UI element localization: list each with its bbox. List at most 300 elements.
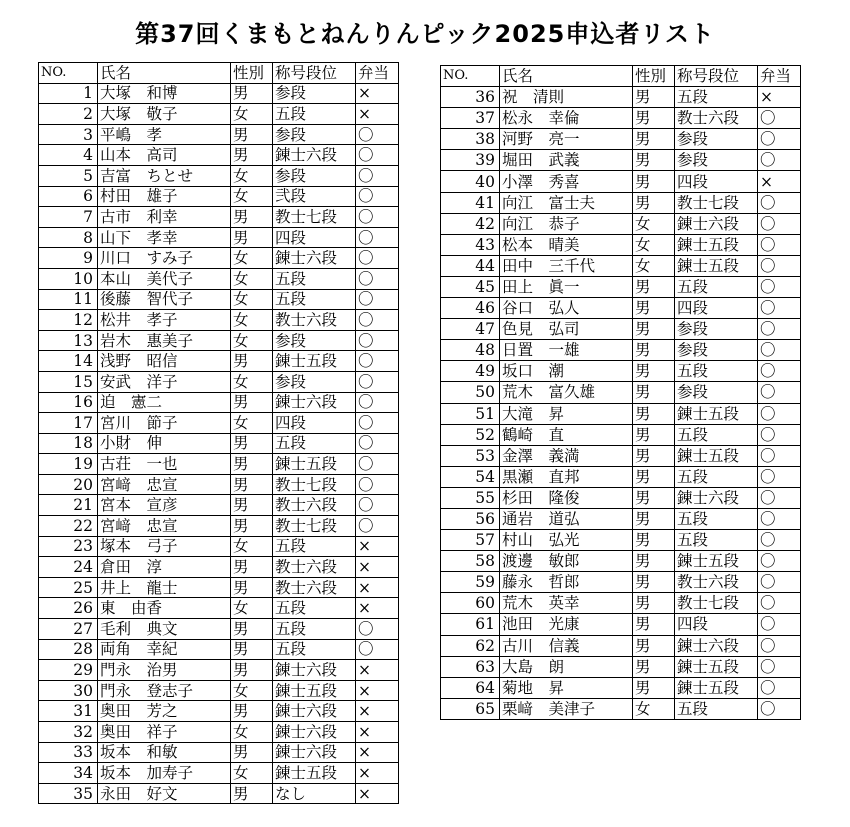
table-row bbox=[39, 83, 399, 104]
table-row bbox=[441, 87, 801, 108]
cell-name: 吉富 ちとせ bbox=[98, 165, 231, 186]
cell-name: 村山 弘光 bbox=[500, 530, 633, 551]
cell-name: 松井 孝子 bbox=[98, 310, 231, 331]
cell-no: 35 bbox=[39, 783, 98, 804]
cell-sex: 女 bbox=[231, 268, 273, 289]
cell-name: 奥田 芳之 bbox=[98, 701, 231, 722]
table-row bbox=[441, 213, 801, 234]
cell-name: 古川 信義 bbox=[500, 635, 633, 656]
table-row bbox=[441, 466, 801, 487]
cell-sex: 男 bbox=[633, 340, 675, 361]
cell-no: 37 bbox=[441, 108, 500, 129]
cell-sex: 男 bbox=[231, 660, 273, 681]
cell-sex: 女 bbox=[231, 680, 273, 701]
cell-bento: × bbox=[356, 763, 399, 784]
cell-no: 1 bbox=[39, 83, 98, 104]
cell-no: 56 bbox=[441, 508, 500, 529]
cell-name: 大滝 昇 bbox=[500, 403, 633, 424]
cell-no: 49 bbox=[441, 361, 500, 382]
table-row bbox=[441, 234, 801, 255]
cell-bento: 〇 bbox=[758, 298, 801, 319]
cell-sex: 男 bbox=[231, 433, 273, 454]
cell-sex: 女 bbox=[231, 186, 273, 207]
cell-bento: 〇 bbox=[356, 413, 399, 434]
cell-bento: 〇 bbox=[758, 129, 801, 150]
table-row bbox=[441, 445, 801, 466]
cell-no: 5 bbox=[39, 165, 98, 186]
cell-name: 村田 雄子 bbox=[98, 186, 231, 207]
cell-rank: 四段 bbox=[675, 614, 758, 635]
table-row bbox=[39, 742, 399, 763]
cell-bento: 〇 bbox=[356, 392, 399, 413]
cell-rank: 参段 bbox=[273, 83, 356, 104]
table-row bbox=[39, 310, 399, 331]
cell-sex: 女 bbox=[231, 722, 273, 743]
table-row bbox=[39, 474, 399, 495]
cell-rank: 教士六段 bbox=[675, 572, 758, 593]
cell-sex: 男 bbox=[633, 319, 675, 340]
cell-sex: 男 bbox=[633, 298, 675, 319]
cell-rank: 教士六段 bbox=[273, 557, 356, 578]
cell-sex: 男 bbox=[633, 129, 675, 150]
cell-bento: 〇 bbox=[758, 698, 801, 719]
cell-rank: 五段 bbox=[675, 530, 758, 551]
cell-sex: 女 bbox=[633, 234, 675, 255]
cell-rank: 五段 bbox=[675, 424, 758, 445]
cell-name: 宮﨑 忠宣 bbox=[98, 516, 231, 537]
cell-sex: 男 bbox=[633, 150, 675, 171]
cell-no: 42 bbox=[441, 213, 500, 234]
table-row bbox=[441, 551, 801, 572]
cell-bento: × bbox=[356, 577, 399, 598]
cell-rank: 五段 bbox=[273, 598, 356, 619]
cell-name: 田上 眞一 bbox=[500, 276, 633, 297]
cell-no: 32 bbox=[39, 722, 98, 743]
cell-rank: 五段 bbox=[273, 639, 356, 660]
cell-bento: 〇 bbox=[356, 227, 399, 248]
cell-rank: 参段 bbox=[675, 319, 758, 340]
cell-sex: 男 bbox=[633, 361, 675, 382]
cell-sex: 男 bbox=[633, 677, 675, 698]
cell-sex: 女 bbox=[231, 248, 273, 269]
cell-rank: 弐段 bbox=[273, 186, 356, 207]
cell-bento: × bbox=[356, 83, 399, 104]
cell-rank: 五段 bbox=[675, 87, 758, 108]
table-row bbox=[39, 186, 399, 207]
cell-name: 小澤 秀喜 bbox=[500, 171, 633, 192]
cell-no: 21 bbox=[39, 495, 98, 516]
cell-rank: 錬士六段 bbox=[273, 742, 356, 763]
table-row bbox=[441, 530, 801, 551]
cell-no: 19 bbox=[39, 454, 98, 475]
cell-bento: 〇 bbox=[758, 445, 801, 466]
table-row bbox=[441, 635, 801, 656]
cell-name: 菊地 昇 bbox=[500, 677, 633, 698]
cell-name: 後藤 智代子 bbox=[98, 289, 231, 310]
header-bento: 弁当 bbox=[758, 66, 801, 87]
cell-no: 3 bbox=[39, 124, 98, 145]
cell-rank: 教士六段 bbox=[273, 577, 356, 598]
table-row bbox=[441, 108, 801, 129]
cell-rank: 五段 bbox=[675, 466, 758, 487]
cell-bento: 〇 bbox=[356, 351, 399, 372]
cell-no: 4 bbox=[39, 145, 98, 166]
cell-sex: 男 bbox=[633, 276, 675, 297]
cell-sex: 男 bbox=[633, 614, 675, 635]
cell-no: 40 bbox=[441, 171, 500, 192]
cell-rank: 錬士六段 bbox=[273, 660, 356, 681]
cell-name: 坂本 加寿子 bbox=[98, 763, 231, 784]
cell-no: 41 bbox=[441, 192, 500, 213]
cell-bento: × bbox=[356, 722, 399, 743]
cell-sex: 男 bbox=[633, 530, 675, 551]
cell-rank: 錬士五段 bbox=[675, 445, 758, 466]
cell-rank: 錬士五段 bbox=[675, 677, 758, 698]
cell-bento: 〇 bbox=[356, 371, 399, 392]
cell-sex: 男 bbox=[231, 474, 273, 495]
cell-bento: 〇 bbox=[758, 677, 801, 698]
cell-rank: 参段 bbox=[675, 340, 758, 361]
table-row bbox=[39, 577, 399, 598]
header-no: NO. bbox=[39, 63, 98, 84]
cell-bento: 〇 bbox=[758, 530, 801, 551]
cell-bento: 〇 bbox=[758, 192, 801, 213]
cell-rank: 錬士六段 bbox=[273, 701, 356, 722]
cell-bento: 〇 bbox=[758, 234, 801, 255]
cell-rank: 教士六段 bbox=[273, 495, 356, 516]
table-row bbox=[39, 495, 399, 516]
cell-sex: 男 bbox=[231, 557, 273, 578]
table-row bbox=[39, 268, 399, 289]
cell-name: 小財 伸 bbox=[98, 433, 231, 454]
cell-name: 坂本 和敏 bbox=[98, 742, 231, 763]
header-no: NO. bbox=[441, 66, 500, 87]
cell-bento: × bbox=[356, 680, 399, 701]
cell-sex: 男 bbox=[633, 87, 675, 108]
cell-bento: 〇 bbox=[758, 403, 801, 424]
cell-name: 河野 亮一 bbox=[500, 129, 633, 150]
cell-sex: 男 bbox=[231, 639, 273, 660]
cell-no: 31 bbox=[39, 701, 98, 722]
cell-no: 53 bbox=[441, 445, 500, 466]
cell-rank: 錬士六段 bbox=[675, 635, 758, 656]
cell-rank: 参段 bbox=[273, 165, 356, 186]
cell-sex: 女 bbox=[633, 698, 675, 719]
cell-rank: 五段 bbox=[273, 104, 356, 125]
cell-sex: 男 bbox=[633, 656, 675, 677]
cell-no: 10 bbox=[39, 268, 98, 289]
cell-sex: 女 bbox=[633, 255, 675, 276]
cell-bento: 〇 bbox=[356, 474, 399, 495]
table-row bbox=[39, 124, 399, 145]
cell-name: 向江 富士夫 bbox=[500, 192, 633, 213]
table-row bbox=[441, 171, 801, 192]
cell-name: 山本 高司 bbox=[98, 145, 231, 166]
cell-rank: 錬士五段 bbox=[675, 234, 758, 255]
cell-rank: 錬士六段 bbox=[675, 487, 758, 508]
cell-sex: 女 bbox=[231, 598, 273, 619]
cell-bento: 〇 bbox=[356, 639, 399, 660]
cell-rank: 参段 bbox=[273, 330, 356, 351]
cell-name: 大島 朗 bbox=[500, 656, 633, 677]
cell-bento: 〇 bbox=[356, 165, 399, 186]
table-row bbox=[441, 129, 801, 150]
cell-name: 藤永 哲郎 bbox=[500, 572, 633, 593]
table-row bbox=[441, 255, 801, 276]
cell-no: 60 bbox=[441, 593, 500, 614]
cell-bento: 〇 bbox=[356, 124, 399, 145]
cell-no: 30 bbox=[39, 680, 98, 701]
table-row bbox=[441, 572, 801, 593]
cell-no: 63 bbox=[441, 656, 500, 677]
header-sex: 性別 bbox=[633, 66, 675, 87]
cell-name: 大塚 敬子 bbox=[98, 104, 231, 125]
cell-no: 43 bbox=[441, 234, 500, 255]
cell-rank: 四段 bbox=[675, 171, 758, 192]
header-name: 氏名 bbox=[500, 66, 633, 87]
cell-rank: 教士七段 bbox=[273, 207, 356, 228]
page-title: 第37回くまもとねんりんピック2025申込者リスト bbox=[135, 20, 715, 48]
cell-no: 14 bbox=[39, 351, 98, 372]
table-header-row bbox=[441, 66, 801, 87]
cell-rank: 四段 bbox=[273, 413, 356, 434]
cell-name: 杉田 隆俊 bbox=[500, 487, 633, 508]
cell-no: 57 bbox=[441, 530, 500, 551]
cell-bento: 〇 bbox=[758, 150, 801, 171]
cell-rank: 錬士五段 bbox=[675, 656, 758, 677]
cell-no: 58 bbox=[441, 551, 500, 572]
cell-name: 鶴崎 直 bbox=[500, 424, 633, 445]
cell-bento: × bbox=[758, 171, 801, 192]
cell-name: 毛利 典文 bbox=[98, 619, 231, 640]
cell-rank: 五段 bbox=[273, 619, 356, 640]
cell-no: 27 bbox=[39, 619, 98, 640]
cell-name: 山下 孝幸 bbox=[98, 227, 231, 248]
cell-rank: 五段 bbox=[675, 508, 758, 529]
table-row bbox=[441, 319, 801, 340]
table-row bbox=[39, 433, 399, 454]
cell-no: 36 bbox=[441, 87, 500, 108]
cell-bento: × bbox=[356, 783, 399, 804]
cell-bento: 〇 bbox=[356, 248, 399, 269]
cell-sex: 男 bbox=[633, 572, 675, 593]
table-row bbox=[441, 656, 801, 677]
table-row bbox=[39, 392, 399, 413]
cell-name: 永田 好文 bbox=[98, 783, 231, 804]
table-row bbox=[39, 248, 399, 269]
cell-name: 栗﨑 美津子 bbox=[500, 698, 633, 719]
cell-no: 25 bbox=[39, 577, 98, 598]
table-row bbox=[441, 487, 801, 508]
table-row bbox=[39, 516, 399, 537]
cell-rank: 錬士五段 bbox=[675, 255, 758, 276]
cell-bento: 〇 bbox=[356, 516, 399, 537]
cell-rank: 五段 bbox=[273, 268, 356, 289]
cell-bento: 〇 bbox=[758, 656, 801, 677]
table-row bbox=[441, 424, 801, 445]
cell-sex: 女 bbox=[231, 165, 273, 186]
cell-bento: × bbox=[356, 104, 399, 125]
table-row bbox=[441, 677, 801, 698]
cell-name: 迫 憲二 bbox=[98, 392, 231, 413]
cell-name: 門永 登志子 bbox=[98, 680, 231, 701]
cell-sex: 男 bbox=[633, 192, 675, 213]
cell-bento: 〇 bbox=[758, 508, 801, 529]
cell-rank: 錬士五段 bbox=[273, 454, 356, 475]
table-row bbox=[39, 330, 399, 351]
cell-name: 渡邊 敏郎 bbox=[500, 551, 633, 572]
cell-rank: 錬士五段 bbox=[273, 763, 356, 784]
cell-sex: 男 bbox=[633, 508, 675, 529]
cell-sex: 男 bbox=[633, 551, 675, 572]
cell-no: 23 bbox=[39, 536, 98, 557]
cell-name: 宮本 宣彦 bbox=[98, 495, 231, 516]
cell-name: 黒瀬 直邦 bbox=[500, 466, 633, 487]
cell-bento: 〇 bbox=[356, 310, 399, 331]
cell-bento: × bbox=[356, 742, 399, 763]
cell-bento: 〇 bbox=[356, 207, 399, 228]
cell-name: 浅野 昭信 bbox=[98, 351, 231, 372]
cell-sex: 男 bbox=[231, 701, 273, 722]
cell-name: 宮﨑 忠宣 bbox=[98, 474, 231, 495]
cell-rank: 教士六段 bbox=[675, 108, 758, 129]
cell-no: 59 bbox=[441, 572, 500, 593]
cell-rank: 錬士六段 bbox=[273, 722, 356, 743]
cell-no: 2 bbox=[39, 104, 98, 125]
table-row bbox=[441, 340, 801, 361]
table-row bbox=[441, 361, 801, 382]
cell-no: 15 bbox=[39, 371, 98, 392]
applicant-table-left bbox=[38, 62, 399, 804]
table-row bbox=[39, 104, 399, 125]
table-row bbox=[39, 701, 399, 722]
cell-no: 46 bbox=[441, 298, 500, 319]
cell-no: 54 bbox=[441, 466, 500, 487]
cell-rank: なし bbox=[273, 783, 356, 804]
cell-bento: × bbox=[356, 701, 399, 722]
cell-sex: 男 bbox=[231, 124, 273, 145]
cell-bento: 〇 bbox=[356, 330, 399, 351]
cell-bento: 〇 bbox=[356, 433, 399, 454]
cell-name: 東 由香 bbox=[98, 598, 231, 619]
table-row bbox=[39, 227, 399, 248]
table-row bbox=[441, 298, 801, 319]
cell-rank: 錬士六段 bbox=[675, 213, 758, 234]
header-sex: 性別 bbox=[231, 63, 273, 84]
cell-name: 坂口 潮 bbox=[500, 361, 633, 382]
cell-name: 安武 洋子 bbox=[98, 371, 231, 392]
table-row bbox=[39, 722, 399, 743]
cell-name: 奥田 祥子 bbox=[98, 722, 231, 743]
cell-rank: 教士七段 bbox=[675, 192, 758, 213]
cell-sex: 女 bbox=[231, 413, 273, 434]
cell-rank: 錬士五段 bbox=[675, 551, 758, 572]
header-rank: 称号段位 bbox=[273, 63, 356, 84]
cell-no: 17 bbox=[39, 413, 98, 434]
cell-sex: 男 bbox=[633, 424, 675, 445]
table-row bbox=[39, 598, 399, 619]
cell-name: 荒木 富久雄 bbox=[500, 382, 633, 403]
cell-name: 通岩 道弘 bbox=[500, 508, 633, 529]
cell-sex: 男 bbox=[231, 495, 273, 516]
cell-bento: 〇 bbox=[758, 551, 801, 572]
cell-rank: 五段 bbox=[675, 698, 758, 719]
cell-rank: 五段 bbox=[273, 289, 356, 310]
cell-rank: 五段 bbox=[273, 433, 356, 454]
cell-no: 47 bbox=[441, 319, 500, 340]
table-row bbox=[441, 508, 801, 529]
cell-no: 24 bbox=[39, 557, 98, 578]
cell-no: 61 bbox=[441, 614, 500, 635]
cell-sex: 男 bbox=[633, 171, 675, 192]
cell-no: 9 bbox=[39, 248, 98, 269]
cell-rank: 錬士五段 bbox=[273, 351, 356, 372]
cell-no: 34 bbox=[39, 763, 98, 784]
table-row bbox=[39, 207, 399, 228]
cell-bento: 〇 bbox=[758, 635, 801, 656]
table-row bbox=[441, 593, 801, 614]
cell-bento: 〇 bbox=[758, 487, 801, 508]
table-row bbox=[441, 614, 801, 635]
cell-name: 池田 光康 bbox=[500, 614, 633, 635]
table-row bbox=[39, 680, 399, 701]
cell-no: 55 bbox=[441, 487, 500, 508]
cell-sex: 男 bbox=[231, 207, 273, 228]
cell-no: 38 bbox=[441, 129, 500, 150]
cell-bento: 〇 bbox=[758, 108, 801, 129]
cell-sex: 男 bbox=[633, 593, 675, 614]
cell-sex: 男 bbox=[633, 108, 675, 129]
cell-no: 33 bbox=[39, 742, 98, 763]
cell-rank: 錬士六段 bbox=[273, 145, 356, 166]
table-row bbox=[441, 276, 801, 297]
cell-sex: 男 bbox=[231, 742, 273, 763]
cell-bento: × bbox=[356, 598, 399, 619]
table-row bbox=[39, 660, 399, 681]
table-row bbox=[39, 413, 399, 434]
table-row bbox=[39, 619, 399, 640]
table-row bbox=[441, 192, 801, 213]
cell-no: 26 bbox=[39, 598, 98, 619]
cell-bento: 〇 bbox=[356, 619, 399, 640]
cell-rank: 四段 bbox=[273, 227, 356, 248]
cell-sex: 女 bbox=[231, 536, 273, 557]
cell-name: 松永 幸倫 bbox=[500, 108, 633, 129]
cell-sex: 女 bbox=[231, 371, 273, 392]
cell-name: 日置 一雄 bbox=[500, 340, 633, 361]
cell-sex: 男 bbox=[633, 403, 675, 424]
cell-name: 塚本 弓子 bbox=[98, 536, 231, 557]
cell-rank: 参段 bbox=[675, 382, 758, 403]
cell-bento: 〇 bbox=[758, 614, 801, 635]
cell-sex: 男 bbox=[231, 783, 273, 804]
cell-sex: 女 bbox=[231, 289, 273, 310]
cell-sex: 男 bbox=[231, 145, 273, 166]
cell-rank: 参段 bbox=[273, 371, 356, 392]
cell-bento: 〇 bbox=[758, 319, 801, 340]
cell-bento: 〇 bbox=[758, 340, 801, 361]
cell-name: 田中 三千代 bbox=[500, 255, 633, 276]
cell-no: 28 bbox=[39, 639, 98, 660]
cell-bento: 〇 bbox=[758, 213, 801, 234]
cell-sex: 男 bbox=[231, 454, 273, 475]
table-header-row bbox=[39, 63, 399, 84]
cell-sex: 男 bbox=[231, 83, 273, 104]
cell-name: 向江 恭子 bbox=[500, 213, 633, 234]
table-row bbox=[39, 783, 399, 804]
header-rank: 称号段位 bbox=[675, 66, 758, 87]
cell-sex: 男 bbox=[231, 619, 273, 640]
